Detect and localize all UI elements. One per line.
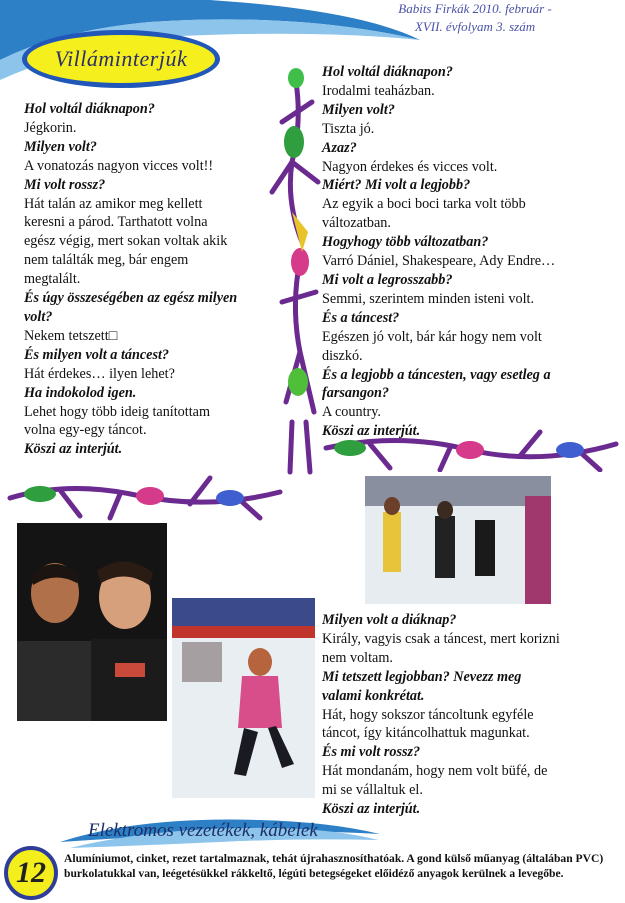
- question: Ha indokolod igen.: [24, 384, 137, 401]
- answer: mi se vállaltuk el.: [322, 782, 423, 799]
- footer-paragraph: Alumíniumot, cinket, rezet tartalmaznak, tehát újrahasznosíthatóak. A gond külső műanyag (általában PVC) burkolatukkal van, leégetésükkel rákkeltő, légúti betegségeket előidéző anyagok kerülnek a levegőbe.: [64, 852, 604, 880]
- question: És mi volt rossz?: [322, 744, 421, 761]
- question: farsangon?: [322, 385, 390, 402]
- question: Köszi az interjút.: [322, 423, 421, 440]
- section-title: Villáminterjúk: [54, 46, 188, 71]
- question: Hol voltál diáknapon?: [24, 101, 155, 117]
- interview-right: [322, 63, 555, 441]
- answer: Az egyik a boci boci tarka volt több: [322, 196, 526, 213]
- question: Azaz?: [322, 139, 357, 156]
- section-title-badge: [22, 30, 220, 88]
- question: Hol voltál diáknapon?: [322, 64, 453, 80]
- question: És milyen volt a táncest?: [24, 346, 170, 363]
- answer: Hát talán az amikor meg kellett: [24, 195, 203, 212]
- question: Hogyhogy több változatban?: [322, 234, 489, 251]
- interview-third: [322, 611, 560, 819]
- page-number: 12: [16, 856, 46, 889]
- answer: Hát mondanám, hogy nem volt büfé, de: [322, 763, 548, 780]
- answer: Nekem tetszett□: [24, 327, 118, 344]
- answer: Király, vagyis csak a táncest, mert korizni: [322, 630, 560, 647]
- bottom-section-title: Elektromos vezetékek, kábelek: [88, 820, 318, 841]
- question: És a legjobb a táncesten, vagy esetleg a: [322, 366, 551, 383]
- answer: Lehet hogy több ideig tanítottam: [24, 403, 210, 420]
- answer: nem találták meg, bár engem: [24, 252, 189, 269]
- answer: Nagyon érdekes és vicces volt.: [322, 158, 498, 175]
- issue-header-line2: XVII. évfolyam 3. szám: [414, 19, 536, 34]
- issue-header-line1: Babits Firkák 2010. február -: [398, 1, 552, 16]
- question: Mi volt rossz?: [24, 176, 106, 193]
- answer: Hát érdekes… ilyen lehet?: [24, 365, 175, 382]
- question: Mi volt a legrosszabb?: [322, 271, 453, 288]
- answer: megtalált.: [24, 271, 81, 288]
- answer: Irodalmi teaházban.: [322, 82, 435, 99]
- answer: változatban.: [322, 215, 391, 232]
- answer: A country.: [322, 404, 381, 421]
- issue-header: [375, 0, 575, 36]
- answer: diszkó.: [322, 347, 363, 364]
- photo-ice-rink: [365, 476, 551, 604]
- answer: Hát, hogy sokszor táncoltunk egyféle: [322, 706, 534, 723]
- question: És a táncest?: [322, 309, 400, 326]
- photo-girl-skating: [172, 598, 315, 798]
- answer: Tiszta jó.: [322, 120, 375, 137]
- answer: Egészen jó volt, bár kár hogy nem volt: [322, 328, 542, 345]
- interview-left: [24, 100, 237, 459]
- question: valami konkrétat.: [322, 687, 425, 704]
- answer: Semmi, szerintem minden isteni volt.: [322, 290, 534, 307]
- question: És úgy összeségében az egész milyen: [24, 290, 238, 307]
- answer: táncot, így kitáncolhattuk magunkat.: [322, 725, 530, 742]
- answer: volna egy-egy táncot.: [24, 422, 147, 439]
- question: Mi tetszett legjobban? Nevezz meg: [322, 668, 522, 685]
- answer: keresni a párod. Tarthatott volna: [24, 214, 208, 231]
- question: Köszi az interjút.: [24, 441, 123, 458]
- answer: Varró Dániel, Shakespeare, Ady Endre…: [322, 253, 556, 270]
- question: Köszi az interjút.: [322, 801, 421, 818]
- dancing-figures-right: [320, 426, 620, 472]
- answer: A vonatozás nagyon vicces volt!!: [24, 157, 214, 174]
- answer: egész végig, mert sokan voltak akik: [24, 233, 228, 250]
- question: Milyen volt a diáknap?: [322, 612, 457, 628]
- answer: Jégkorin.: [24, 119, 77, 136]
- question: Miért? Mi volt a legjobb?: [322, 177, 471, 194]
- photo-two-boys: [17, 523, 167, 721]
- question: Milyen volt?: [24, 138, 97, 155]
- dancing-figures-left: [0, 470, 285, 522]
- question: Milyen volt?: [322, 101, 395, 118]
- page-number-badge: [4, 846, 58, 900]
- question: volt?: [24, 308, 53, 325]
- answer: nem voltam.: [322, 649, 393, 666]
